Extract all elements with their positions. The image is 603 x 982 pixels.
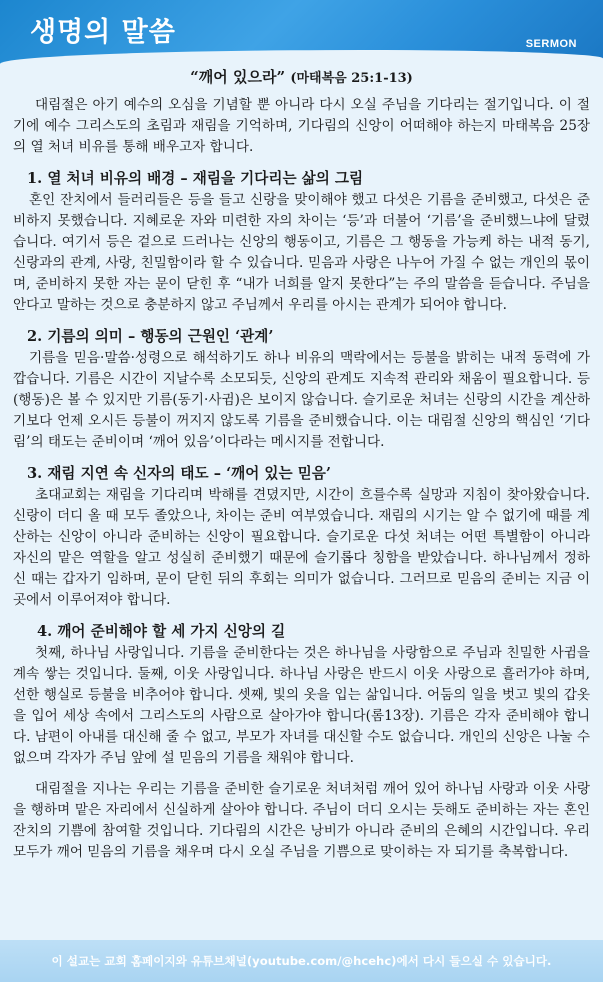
section-4-heading: 4. 깨어 준비해야 할 세 가지 신앙의 길: [37, 623, 286, 640]
sermon-label: SERMON: [525, 38, 577, 50]
conclusion-paragraph: 대림절을 지나는 우리는 기름을 준비한 슬기로운 처녀처럼 깨어 있어 하나님 사랑과 이웃 사랑을 행하며 맡은 자리에서 신실하게 살아야 합니다. 주님이 더디 오시는 듯해도 준비하는 자는 혼인잔치의 기쁨에 참여할 것입니다. 기다림의 시간은 낭비가 아니라 준비의 은혜의 시간입니다. 우리 모두가 깨어 믿음의 기름을 채우며 다시 오실 주님을 기쁨으로 맞이하는 자 되기를 축복합니다.: [13, 781, 590, 860]
sermon-content: [0, 64, 603, 940]
section-1-heading: 1. 열 처녀 비유의 배경 – 재림을 기다리는 삶의 그림: [27, 170, 364, 187]
section-3-heading: 3. 재림 지연 속 신자의 태도 – ‘깨어 있는 믿음’: [27, 465, 331, 482]
intro-paragraph: 대림절은 아기 예수의 오심을 기념할 뿐 아니라 다시 오실 주님을 기다리는 절기입니다. 이 절기에 예수 그리스도의 초림과 재림을 기억하며, 기다림의 신앙이 어떠해야 하는지 마태복음 25장의 열 처녀 비유를 통해 배우고자 합니다.: [13, 97, 590, 155]
section-2-heading: 2. 기름의 의미 – 행동의 근원인 ‘관계’: [27, 328, 274, 345]
scripture-reference: (마태복음 25:1-13): [290, 71, 413, 86]
section-2-text: 기름을 믿음·말씀·성령으로 해석하기도 하나 비유의 맥락에서는 등불을 밝히는 내적 동력에 가깝습니다. 기름은 시간이 지날수록 소모되듯, 신앙의 관계도 지속적 관리와 채움이 필요합니다. 등(행동)은 볼 수 있지만 기름(동기·사귐)은 보이지 않습니다. 슬기로운 처녀는 신랑의 시간을 계산하기보다 언제 오시든 등불이 꺼지지 않도록 기름을 준비했습니다. 이는 대림절 신앙의 핵심인 ‘기다림’의 태도는 준비이며 ‘깨어 있음’이다라는 메시지를 전합니다.: [13, 350, 590, 450]
section-1-text: 혼인 잔치에서 들러리들은 등을 들고 신랑을 맞이해야 했고 다섯은 기름을 준비했고, 다섯은 준비하지 못했습니다. 지혜로운 자와 미련한 자의 차이는 ‘등’과 더불어 ‘기름’을 준비했느냐에 달렸습니다. 여기서 등은 겉으로 드러나는 신앙의 행동이고, 기름은 그 행동을 가능케 하는 내적 동기, 신랑과의 관계, 사랑, 친밀함이라 할 수 있습니다. 믿음과 사랑은 나누어 가질 수 없는 개인의 몫이며, 준비하지 못한 자는 문이 닫힌 후 “내가 너희를 알지 못한다”는 주의 말씀을 듣습니다. 주님을 안다고 말하는 것으로 충분하지 않고 주님께서 우리를 아시는 관계가 되어야 합니다.: [13, 192, 590, 313]
banner-wave: [0, 50, 603, 64]
sermon-title-line: [13, 66, 590, 87]
footer-notice: 이 설교는 교회 홈페이지와 유튜브채널(youtube.com/@hcehc)에서 다시 들으실 수 있습니다.: [0, 940, 603, 982]
header-banner: [0, 0, 603, 64]
header-title: 생명의 말씀: [30, 17, 176, 48]
section-3-text: 초대교회는 재림을 기다리며 박해를 견뎠지만, 시간이 흐를수록 실망과 지침이 찾아왔습니다. 신랑이 더디 올 때 모두 졸았으나, 차이는 준비 여부였습니다. 재림의 시기는 알 수 없기에 때를 계산하는 신앙이 아니라 준비하는 신앙이 필요합니다. 슬기로운 다섯 처녀는 어떤 특별함이 아니라 자신의 맡은 역할을 알고 성실히 준비했기 때문에 슬기롭다 칭함을 받았습니다. 하나님께서 정하신 때는 갑자기 임하며, 문이 닫힌 뒤의 후회는 의미가 없습니다. 그러므로 믿음의 준비는 지금 이곳에서 이루어져야 합니다.: [13, 487, 590, 608]
sermon-title: “깨어 있으라”: [190, 68, 286, 86]
section-4-text: 첫째, 하나님 사랑입니다. 기름을 준비한다는 것은 하나님을 사랑함으로 주님과 친밀한 사귐을 계속 쌓는 것입니다. 둘째, 이웃 사랑입니다. 하나님 사랑은 반드시 이웃 사랑으로 흘러가야 하며, 선한 행실로 등불을 비추어야 합니다. 셋째, 빛의 옷을 입는 삶입니다. 어둠의 일을 벗고 빛의 갑옷을 입어 세상 속에서 그리스도의 사람으로 살아가야 합니다(롬13장). 기름은 각자 준비해야 합니다. 남편이 아내를 대신해 줄 수 없고, 부모가 자녀를 대신할 수도 없습니다. 개인의 신앙은 나눌 수 없으며 각자가 주님 앞에 설 믿음의 기름을 채워야 합니다.: [13, 645, 590, 766]
